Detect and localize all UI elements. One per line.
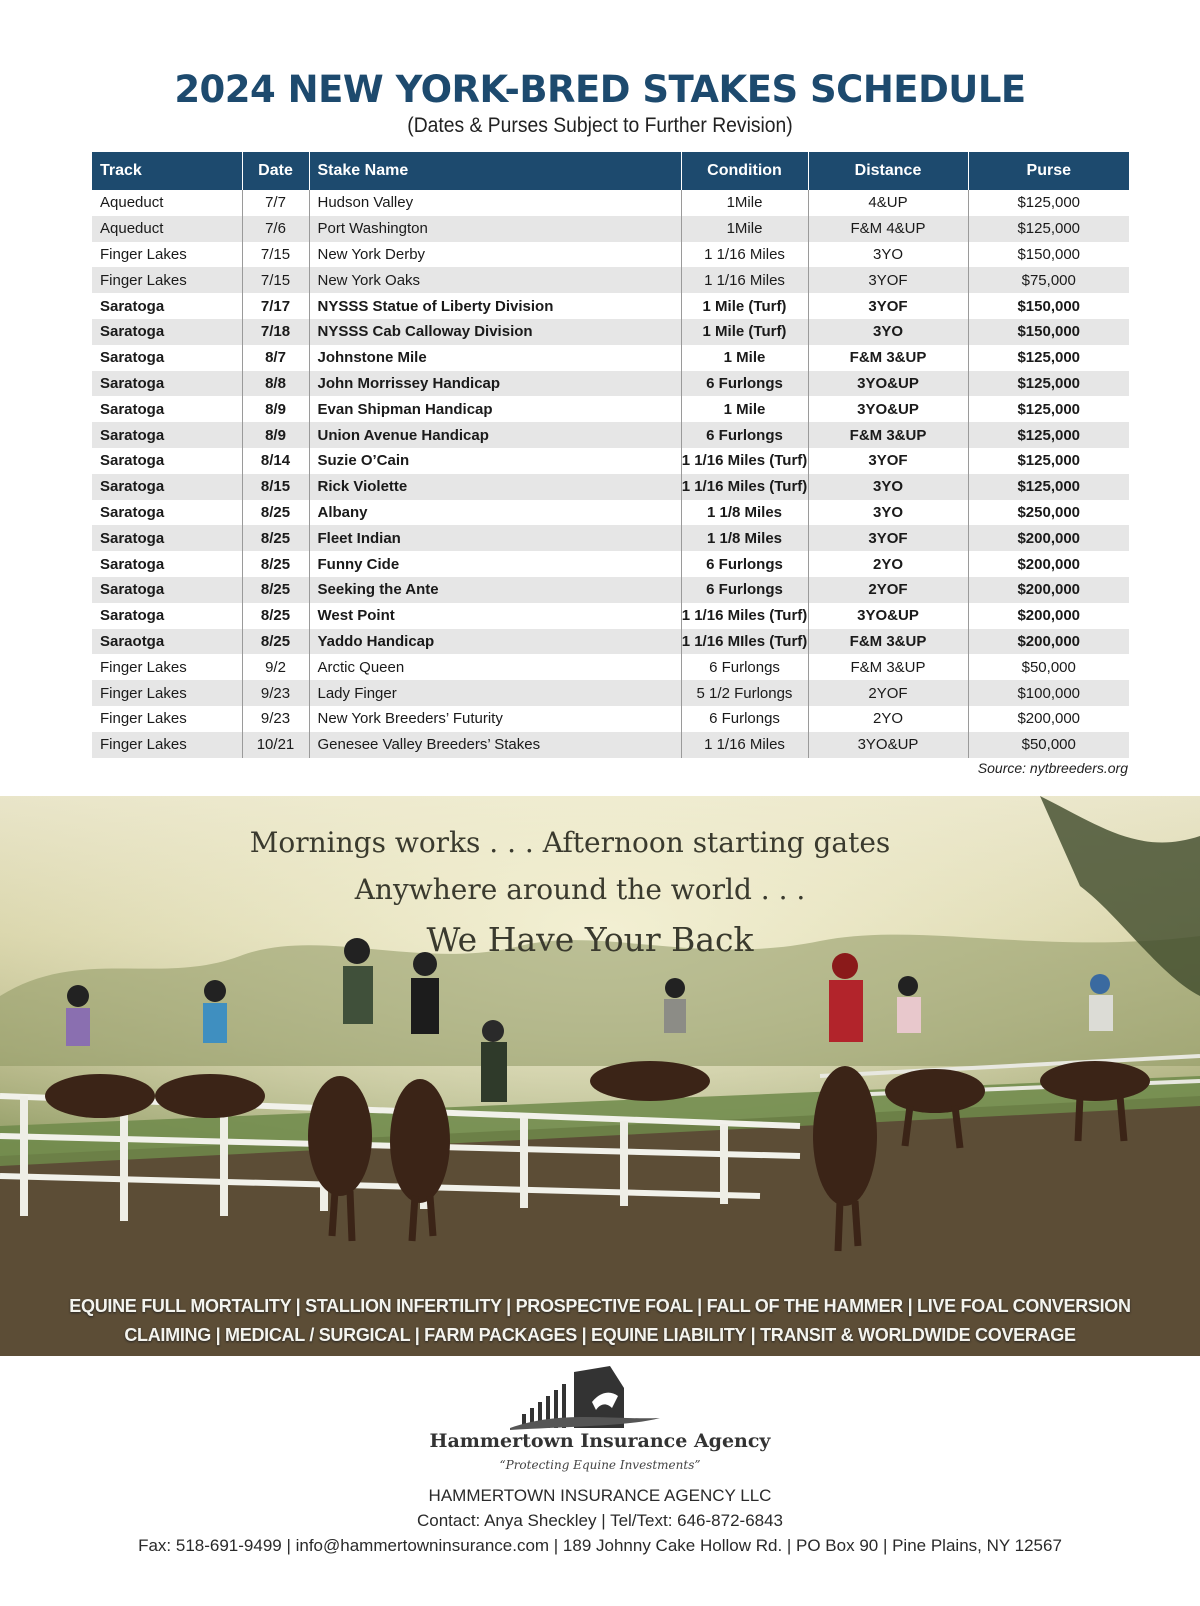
cell-condition: 1 1/16 Miles (Turf): [681, 603, 808, 629]
cell-date: 8/9: [242, 422, 309, 448]
cell-distance: 3YO&UP: [808, 396, 968, 422]
table-row: [92, 603, 1129, 629]
cell-condition: 1 1/16 Miles: [681, 732, 808, 758]
cell-purse: $75,000: [968, 267, 1129, 293]
cell-purse: $125,000: [1017, 400, 1081, 418]
cell-distance: 3YOF: [808, 448, 968, 474]
table-row: [92, 474, 1129, 500]
column-header-purse: Purse: [968, 152, 1129, 190]
cell-track: Finger Lakes: [92, 654, 242, 680]
cell-purse: $125,000: [968, 474, 1129, 500]
cell-date: 8/25: [242, 629, 309, 655]
source-note: Source: nytbreeders.org: [977, 760, 1128, 776]
cell-distance: 3YO: [808, 319, 968, 345]
table-body: [92, 190, 1129, 758]
cell-stake-name: Rick Violette: [309, 474, 681, 500]
page-subtitle: (Dates & Purses Subject to Further Revision): [407, 114, 793, 137]
ad-tagline-3: We Have Your Back: [426, 920, 754, 959]
cell-distance: 4&UP: [808, 190, 968, 216]
cell-purse: $200,000: [968, 577, 1129, 603]
cell-purse: $125,000: [1017, 194, 1081, 212]
column-header-distance: Distance: [808, 152, 968, 190]
agency-motto: “Protecting Equine Investments”: [499, 1458, 701, 1472]
table-row: [92, 706, 1129, 732]
cell-track: Saraotga: [92, 629, 242, 655]
column-header-condition: Condition: [681, 152, 808, 190]
cell-distance: 2YOF: [808, 680, 968, 706]
cell-distance: F&M 3&UP: [808, 422, 968, 448]
cell-track: Aqueduct: [92, 216, 242, 242]
cell-condition: 6 Furlongs: [681, 654, 808, 680]
cell-condition: 1 1/8 Miles: [681, 500, 808, 526]
cell-purse: $150,000: [1017, 245, 1081, 263]
cell-date: 9/23: [242, 706, 309, 732]
cell-date: 9/23: [242, 680, 309, 706]
cell-purse: $125,000: [968, 216, 1129, 242]
cell-stake-name: New York Breeders’ Futurity: [309, 706, 681, 732]
cell-condition: 6 Furlongs: [681, 706, 808, 732]
cell-stake-name: Albany: [309, 500, 681, 526]
cell-track: Saratoga: [92, 396, 242, 422]
cell-stake-name: Genesee Valley Breeders’ Stakes: [309, 732, 681, 758]
cell-stake-name: Union Avenue Handicap: [309, 422, 681, 448]
cell-distance: 2YO: [808, 706, 968, 732]
cell-purse: $200,000: [968, 525, 1129, 551]
table-row: [92, 422, 1129, 448]
cell-condition: 1 Mile: [681, 345, 808, 371]
cell-date: 8/25: [242, 525, 309, 551]
table-row: [92, 680, 1129, 706]
cell-distance: F&M 3&UP: [808, 345, 968, 371]
cell-distance: F&M 4&UP: [808, 216, 968, 242]
table-row: [92, 345, 1129, 371]
cell-stake-name: Arctic Queen: [309, 654, 681, 680]
cell-stake-name: Suzie O’Cain: [309, 448, 681, 474]
cell-distance: 3YOF: [808, 293, 968, 319]
cell-track: Saratoga: [92, 474, 242, 500]
agency-address-line: Fax: 518-691-9499 | info@hammertowninsurance.com | 189 Johnny Cake Hollow Rd. | PO Box 90 | Pine Plains, NY 12567: [138, 1536, 1062, 1555]
agency-legal-name: HAMMERTOWN INSURANCE AGENCY LLC: [428, 1486, 772, 1505]
cell-stake-name: Johnstone Mile: [309, 345, 681, 371]
cell-distance: 3YO&UP: [808, 732, 968, 758]
cell-condition: 1 Mile (Turf): [681, 293, 808, 319]
cell-stake-name: Lady Finger: [309, 680, 681, 706]
cell-condition: 1 1/16 Miles: [681, 267, 808, 293]
cell-date: 7/18: [242, 319, 309, 345]
cell-distance: 3YOF: [808, 267, 968, 293]
cell-purse: $150,000: [1017, 297, 1081, 315]
cell-track: Finger Lakes: [92, 242, 242, 268]
cell-date: 8/14: [242, 448, 309, 474]
cell-purse: $200,000: [1017, 607, 1081, 625]
cell-purse: $250,000: [1017, 503, 1081, 521]
cell-stake-name: John Morrissey Handicap: [309, 371, 681, 397]
cell-stake-name: West Point: [309, 603, 681, 629]
cell-track: Aqueduct: [92, 190, 242, 216]
cell-stake-name: Hudson Valley: [309, 190, 681, 216]
cell-condition: 1 1/16 Miles: [681, 242, 808, 268]
cell-date: 8/25: [242, 603, 309, 629]
cell-distance: F&M 3&UP: [808, 654, 968, 680]
table-header-row: [92, 152, 1129, 190]
cell-track: Saratoga: [92, 319, 242, 345]
cell-track: Finger Lakes: [92, 267, 242, 293]
cell-date: 8/7: [242, 345, 309, 371]
cell-purse: $125,000: [968, 371, 1129, 397]
cell-condition: 1 1/16 Miles (Turf): [681, 474, 808, 500]
cell-purse: $200,000: [968, 629, 1129, 655]
table-row: [92, 371, 1129, 397]
cell-distance: 3YOF: [808, 525, 968, 551]
cell-condition: 6 Furlongs: [681, 422, 808, 448]
cell-date: 9/2: [242, 654, 309, 680]
cell-track: Finger Lakes: [92, 706, 242, 732]
cell-purse: $125,000: [1017, 452, 1081, 470]
cell-purse: $200,000: [1017, 710, 1081, 728]
cell-condition: 6 Furlongs: [681, 371, 808, 397]
cell-track: Finger Lakes: [92, 732, 242, 758]
cell-track: Saratoga: [92, 525, 242, 551]
cell-date: 7/7: [242, 190, 309, 216]
cell-stake-name: Evan Shipman Handicap: [309, 396, 681, 422]
column-header-stake-name: Stake Name: [309, 152, 681, 190]
stakes-table: [92, 152, 1129, 758]
cell-date: 8/8: [242, 371, 309, 397]
cell-distance: 2YO: [808, 551, 968, 577]
cell-track: Saratoga: [92, 577, 242, 603]
coverage-list-2: CLAIMING | MEDICAL / SURGICAL | FARM PACKAGES | EQUINE LIABILITY | TRANSIT & WORLDWIDE COVERAGE: [124, 1325, 1076, 1345]
cell-track: Saratoga: [92, 500, 242, 526]
cell-stake-name: Seeking the Ante: [309, 577, 681, 603]
cell-condition: 1 1/8 Miles: [681, 525, 808, 551]
coverage-list-1: EQUINE FULL MORTALITY | STALLION INFERTILITY | PROSPECTIVE FOAL | FALL OF THE HAMMER | LIVE FOAL CONVERSION: [69, 1296, 1131, 1316]
cell-distance: 3YO: [808, 500, 968, 526]
cell-stake-name: New York Oaks: [309, 267, 681, 293]
cell-stake-name: NYSSS Cab Calloway Division: [309, 319, 681, 345]
table-row: [92, 551, 1129, 577]
cell-stake-name: Yaddo Handicap: [309, 629, 681, 655]
cell-condition: 6 Furlongs: [681, 551, 808, 577]
cell-date: 8/15: [242, 474, 309, 500]
cell-date: 8/9: [242, 396, 309, 422]
table-row: [92, 654, 1129, 680]
cell-track: Saratoga: [92, 422, 242, 448]
table-row: [92, 293, 1129, 319]
page-title: 2024 NEW YORK-BRED STAKES SCHEDULE: [174, 68, 1026, 111]
cell-distance: F&M 3&UP: [808, 629, 968, 655]
table-row: [92, 396, 1129, 422]
cell-stake-name: New York Derby: [309, 242, 681, 268]
cell-distance: 3YO&UP: [808, 603, 968, 629]
cell-condition: 1 Mile (Turf): [681, 319, 808, 345]
cell-track: Saratoga: [92, 293, 242, 319]
cell-condition: 1 1/16 MIles (Turf): [681, 629, 808, 655]
cell-track: Saratoga: [92, 603, 242, 629]
cell-purse: $50,000: [1021, 658, 1076, 676]
table-row: [92, 732, 1129, 758]
cell-date: 7/15: [242, 242, 309, 268]
advertisement-photo: [0, 796, 1200, 1356]
column-header-track: Track: [92, 152, 242, 190]
cell-date: 7/15: [242, 267, 309, 293]
cell-track: Saratoga: [92, 551, 242, 577]
cell-stake-name: Fleet Indian: [309, 525, 681, 551]
cell-track: Saratoga: [92, 371, 242, 397]
table-row: [92, 267, 1129, 293]
agency-contact-line: Contact: Anya Sheckley | Tel/Text: 646-872-6843: [416, 1511, 784, 1530]
cell-stake-name: NYSSS Statue of Liberty Division: [309, 293, 681, 319]
cell-condition: 5 1/2 Furlongs: [681, 680, 808, 706]
table-row: [92, 525, 1129, 551]
cell-purse: $100,000: [968, 680, 1129, 706]
hammer-horse-logo-icon: [500, 1362, 700, 1432]
cell-date: 10/21: [242, 732, 309, 758]
table-row: [92, 629, 1129, 655]
cell-condition: 1Mile: [681, 216, 808, 242]
cell-stake-name: Funny Cide: [309, 551, 681, 577]
cell-purse: $125,000: [1017, 349, 1081, 367]
cell-distance: 3YO: [808, 242, 968, 268]
cell-date: 8/25: [242, 551, 309, 577]
cell-track: Finger Lakes: [92, 680, 242, 706]
cell-distance: 3YO: [808, 474, 968, 500]
table-row: [92, 577, 1129, 603]
cell-condition: 6 Furlongs: [681, 577, 808, 603]
table-row: [92, 190, 1129, 216]
table-row: [92, 500, 1129, 526]
cell-condition: 1Mile: [681, 190, 808, 216]
cell-date: 7/6: [242, 216, 309, 242]
cell-date: 7/17: [242, 293, 309, 319]
ad-tagline-2: Anywhere around the world . . .: [354, 873, 806, 906]
table-row: [92, 216, 1129, 242]
cell-purse: $125,000: [968, 422, 1129, 448]
cell-track: Saratoga: [92, 345, 242, 371]
cell-purse: $150,000: [968, 319, 1129, 345]
cell-date: 8/25: [242, 500, 309, 526]
cell-condition: 1 1/16 Miles (Turf): [681, 448, 808, 474]
cell-date: 8/25: [242, 577, 309, 603]
ad-tagline-1: Mornings works . . . Afternoon starting gates: [249, 826, 891, 859]
cell-purse: $200,000: [1017, 555, 1081, 573]
table-row: [92, 448, 1129, 474]
table-row: [92, 242, 1129, 268]
agency-logo-name: Hammertown Insurance Agency: [429, 1430, 771, 1452]
cell-condition: 1 Mile: [681, 396, 808, 422]
cell-track: Saratoga: [92, 448, 242, 474]
column-header-date: Date: [242, 152, 309, 190]
cell-purse: $50,000: [968, 732, 1129, 758]
cell-stake-name: Port Washington: [309, 216, 681, 242]
hammertown-logo: [500, 1362, 700, 1432]
table-row: [92, 319, 1129, 345]
cell-distance: 2YOF: [808, 577, 968, 603]
cell-distance: 3YO&UP: [808, 371, 968, 397]
